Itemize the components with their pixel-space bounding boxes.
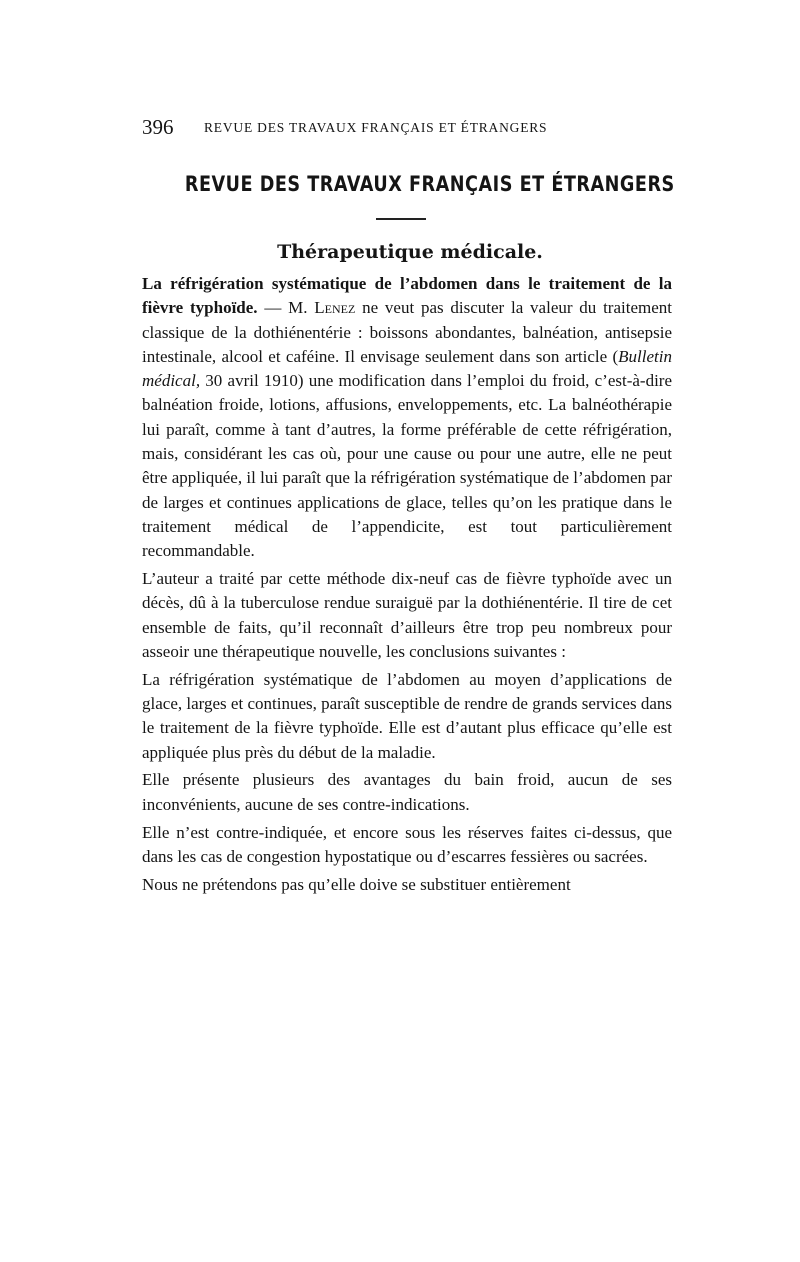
paragraph-6: Nous ne prétendons pas qu’elle doive se substituer entièrement <box>142 874 571 894</box>
running-title: REVUE DES TRAVAUX FRANÇAIS ET ÉTRANGERS <box>204 120 548 135</box>
paragraph-4: Elle présente plusieurs des avantages du bain froid, aucun de ses inconvénients, aucune de ses contre-indications. <box>142 770 672 814</box>
paragraph-3: La réfrigération systématique de l’abdomen au moyen d’applications de glace, larges et continues, paraît susceptible de rendre de grands services dans le traitement de la fièvre typhoïde. Elle est d’autant plus efficace qu’elle est appliquée plus près du début de la maladie. <box>142 669 672 762</box>
section-title: REVUE DES TRAVAUX FRANÇAIS ET ÉTRANGERS <box>184 172 675 196</box>
paragraph-5: Elle n’est contre-indiquée, et encore sous les réserves faites ci-dessus, que dans les cas de congestion hypostatique ou d’escarres fessières ou sacrées. <box>142 822 672 866</box>
paragraph-1-text-b: 30 avril 1910) une modification dans l’emploi du froid, c’est-à-dire balnéation froide, lotions, affusions, enveloppements, etc. La balnéothérapie lui paraît, comme à tant d’autres, la forme préférable de cette réfrigération, mais, considérant les cas où, pour une cause ou pour une autre, elle ne peut être appliquée, il lui paraît que la réfrigération systématique de l’abdomen par de larges et continues applications de glace, telles qu’on les pratique dans le traitement médical de l’appendicite, est tout particulièrement recommandable. <box>142 371 672 561</box>
page-number: 396 <box>142 115 174 139</box>
paragraph-1-text-a: ne veut pas discuter la valeur du traitement classique de la dothiénentérie : boissons abondantes, balnéation, antisepsie intestinale, alcool et caféine. Il envisage seulement dans son article ( <box>142 298 672 366</box>
article-lead-title: La réfrigération systématique de l’abdomen dans le traitement de la fièvre typhoïde. <box>142 274 672 318</box>
paragraph-2: L’auteur a traité par cette méthode dix-neuf cas de fièvre typhoïde avec un décès, dû à la tuberculose rendue suraiguë par la dothiénentérie. Il tire de cet ensemble de faits, qu’il reconnaît d’ailleurs être trop peu nombreux pour asseoir une thérapeutique nouvelle, les conclusions suivantes : <box>142 569 672 661</box>
citation-journal: Bulletin médical, <box>142 346 672 391</box>
title-divider <box>376 218 426 220</box>
paragraph-1 <box>142 272 672 564</box>
author-name: Lenez <box>314 298 356 318</box>
article-body <box>142 272 672 900</box>
subheading: Thérapeutique médicale. <box>277 241 543 263</box>
running-header <box>142 115 682 141</box>
dash: — M. <box>257 298 315 318</box>
